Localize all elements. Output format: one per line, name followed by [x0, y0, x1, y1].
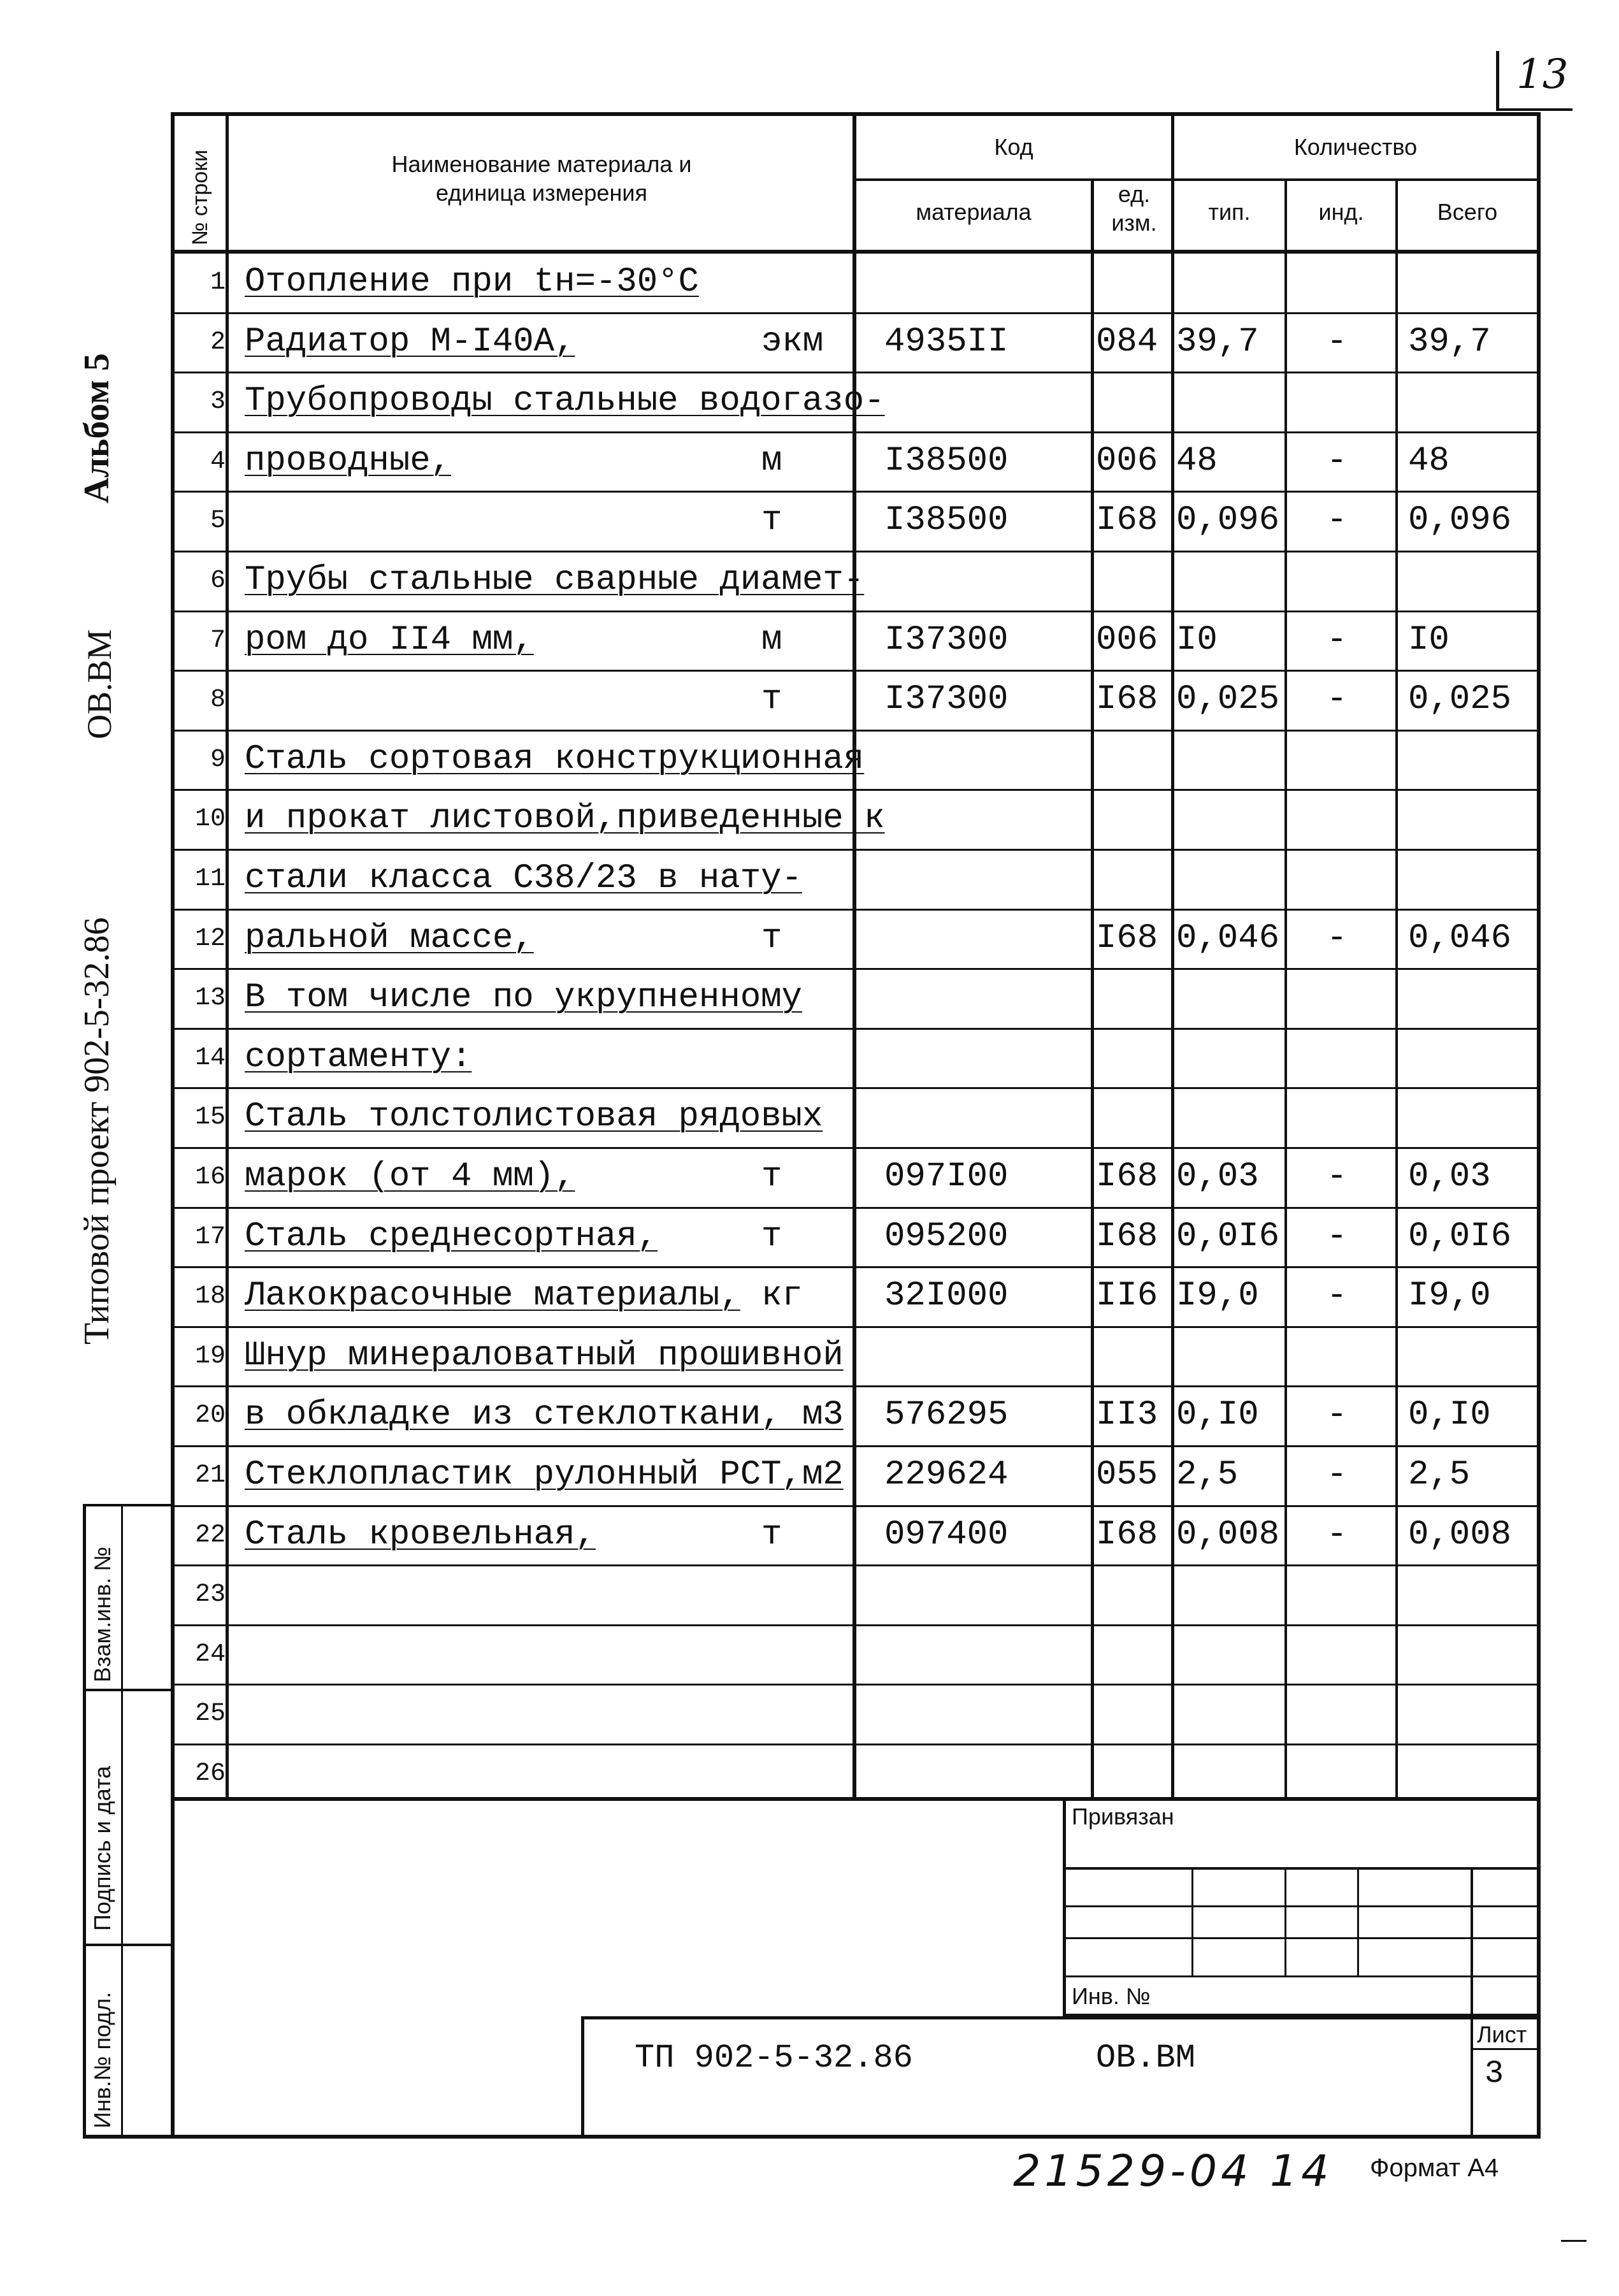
cell-name: стали класса С38/23 в нату-: [245, 859, 802, 898]
cell-ind: -: [1327, 322, 1348, 361]
row-divider: [171, 1385, 1541, 1387]
header-qty-total: Всего: [1437, 199, 1498, 225]
cell-name: Лакокрасочные материалы,: [245, 1276, 740, 1316]
cell-ind: -: [1327, 1515, 1348, 1554]
cell-tip: 0,025: [1176, 680, 1280, 719]
cell-ed: 055: [1096, 1455, 1158, 1494]
cell-n: 1: [210, 268, 226, 297]
cell-tip: 48: [1176, 441, 1218, 480]
cell-ed: 084: [1096, 322, 1158, 361]
cell-ind: -: [1327, 680, 1348, 719]
cell-n: 22: [194, 1520, 226, 1550]
cell-code: 097I00: [884, 1157, 1009, 1196]
cell-n: 14: [194, 1043, 226, 1072]
header-kod-unit: ед. изм.: [1111, 181, 1157, 236]
cell-tip: I9,0: [1176, 1276, 1259, 1316]
cell-n: 18: [194, 1282, 226, 1311]
cell-code: I38500: [884, 441, 1009, 480]
row-divider: [171, 1207, 1541, 1209]
footer-format: Формат А4: [1370, 2154, 1499, 2182]
cell-unit: т: [761, 680, 782, 719]
header-qty: Количество: [1293, 134, 1418, 160]
cell-name: сортаменту:: [245, 1037, 472, 1077]
cell-n: 10: [194, 805, 226, 834]
cell-n: 9: [210, 745, 226, 774]
cell-unit: т: [761, 1515, 782, 1554]
cell-name: ром до II4 мм,: [245, 620, 534, 660]
cell-unit: м: [761, 441, 782, 480]
cell-tip: 39,7: [1176, 322, 1259, 361]
cell-ed: I68: [1096, 1217, 1158, 1256]
cell-name: В том числе по укрупненному: [245, 978, 802, 1018]
cell-unit: т: [761, 918, 782, 958]
cell-total: 0,0I6: [1408, 1217, 1512, 1256]
cell-code: 095200: [884, 1217, 1009, 1256]
cell-name: Сталь кровельная,: [245, 1515, 596, 1554]
cell-n: 7: [210, 626, 226, 655]
cell-n: 8: [210, 686, 226, 715]
side-project: Типовой проект 902-5-32.86: [77, 917, 117, 1345]
row-divider: [171, 1505, 1541, 1507]
row-divider: [171, 1266, 1541, 1268]
side-inv-podl: Инв.№ подл.: [89, 1991, 115, 2128]
cell-total: 0,I0: [1408, 1396, 1491, 1435]
cell-ind: -: [1327, 620, 1348, 660]
cell-total: I0: [1408, 620, 1450, 660]
cell-ind: -: [1327, 441, 1348, 480]
cell-code: 229624: [884, 1455, 1009, 1494]
cell-n: 2: [210, 328, 226, 357]
cell-n: 26: [194, 1759, 226, 1788]
cell-ind: -: [1327, 918, 1348, 958]
row-divider: [171, 1087, 1541, 1089]
cell-ed: I68: [1096, 1157, 1158, 1196]
cell-n: 19: [194, 1341, 226, 1371]
cell-name: Трубы стальные сварные диамет-: [245, 561, 865, 600]
cell-unit: м: [761, 620, 782, 660]
cell-tip: 2,5: [1176, 1455, 1239, 1494]
cell-tip: I0: [1176, 620, 1218, 660]
header-kod: Код: [994, 134, 1033, 160]
cell-unit: кг: [761, 1276, 803, 1316]
cell-n: 3: [210, 387, 226, 417]
row-divider: [171, 909, 1541, 911]
cell-total: 2,5: [1408, 1455, 1471, 1494]
row-divider: [171, 610, 1541, 612]
header-name: Наименование материала и единица измерения: [391, 151, 692, 206]
cell-n: 4: [210, 447, 226, 476]
cell-name: Стеклопластик рулонный РСТ,м2: [245, 1455, 844, 1494]
row-divider: [171, 1744, 1541, 1745]
cell-total: 39,7: [1408, 322, 1491, 361]
cell-name: ральной массе,: [245, 918, 534, 958]
cell-ind: -: [1327, 1455, 1348, 1494]
cell-ind: -: [1327, 1276, 1348, 1316]
cell-tip: 0,03: [1176, 1157, 1259, 1196]
cell-unit: т: [761, 501, 782, 540]
cell-unit: экм: [761, 322, 824, 361]
row-divider: [171, 730, 1541, 732]
cell-code: I37300: [884, 680, 1009, 719]
cell-ind: -: [1327, 1396, 1348, 1435]
header-qty-ind: инд.: [1318, 199, 1364, 225]
stamp-sheet-no: 3: [1485, 2056, 1504, 2092]
stamp-sheet-label: Лист: [1477, 2021, 1527, 2047]
stamp-doc-sub: ОВ.ВМ: [1096, 2039, 1196, 2077]
cell-ed: 006: [1096, 441, 1158, 480]
page-number: 13: [1516, 51, 1569, 98]
cell-ed: I68: [1096, 680, 1158, 719]
cell-n: 12: [194, 924, 226, 953]
cell-ind: -: [1327, 1157, 1348, 1196]
row-divider: [171, 1147, 1541, 1149]
cell-name: Сталь среднесортная,: [245, 1217, 658, 1256]
cell-n: 16: [194, 1163, 226, 1192]
cell-n: 5: [210, 507, 226, 536]
cell-unit: т: [761, 1157, 782, 1196]
cell-ind: -: [1327, 501, 1348, 540]
cell-total: 0,046: [1408, 918, 1512, 958]
row-divider: [171, 1028, 1541, 1030]
cell-total: 0,025: [1408, 680, 1512, 719]
cell-n: 15: [194, 1103, 226, 1132]
stamp-privyazan: Привязан: [1072, 1803, 1174, 1830]
cell-n: 17: [194, 1222, 226, 1252]
cell-name: и прокат листовой,приведенные к: [245, 799, 885, 839]
cell-tip: 0,0I6: [1176, 1217, 1280, 1256]
cell-tip: 0,I0: [1176, 1396, 1259, 1435]
stamp-doc-code: ТП 902-5-32.86: [635, 2039, 913, 2077]
cell-ed: I68: [1096, 1515, 1158, 1554]
cell-total: 0,03: [1408, 1157, 1491, 1196]
row-divider: [171, 312, 1541, 314]
row-divider: [171, 551, 1541, 552]
row-divider: [171, 431, 1541, 433]
cell-ind: -: [1327, 1217, 1348, 1256]
cell-name: Трубопроводы стальные водогазо-: [245, 382, 885, 421]
cell-name: Радиатор М-I40А,: [245, 322, 575, 361]
row-divider: [171, 789, 1541, 791]
cell-ed: II6: [1096, 1276, 1158, 1316]
cell-name: проводные,: [245, 441, 452, 480]
side-album: Альбом 5: [77, 353, 117, 503]
row-divider: [171, 1684, 1541, 1686]
side-vz-inv: Взам.инв. №: [89, 1546, 115, 1682]
row-divider: [171, 491, 1541, 493]
cell-n: 21: [194, 1461, 226, 1490]
row-divider: [171, 1624, 1541, 1626]
cell-ed: I68: [1096, 501, 1158, 540]
cell-tip: 0,008: [1176, 1515, 1280, 1554]
cell-n: 6: [210, 567, 226, 595]
footer-handwritten: 21529-04 14: [1013, 2146, 1333, 2197]
cell-n: 11: [194, 865, 226, 893]
row-divider: [171, 968, 1541, 970]
cell-name: Сталь сортовая конструкционная: [245, 739, 865, 779]
row-divider: [171, 670, 1541, 672]
cell-n: 25: [194, 1700, 226, 1729]
cell-code: I37300: [884, 620, 1009, 660]
header-row-no: № строки: [188, 149, 212, 245]
row-divider: [171, 372, 1541, 373]
cell-total: 0,096: [1408, 501, 1512, 540]
cell-n: 23: [194, 1580, 226, 1610]
cell-n: 13: [194, 984, 226, 1013]
cell-n: 24: [194, 1640, 226, 1669]
cell-total: 0,008: [1408, 1515, 1512, 1554]
cell-name: в обкладке из стеклоткани, м3: [245, 1396, 844, 1435]
row-divider: [171, 1445, 1541, 1447]
cell-tip: 0,046: [1176, 918, 1280, 958]
cell-name: Сталь толстолистовая рядовых: [245, 1097, 823, 1137]
cell-unit: т: [761, 1217, 782, 1256]
cell-ed: 006: [1096, 620, 1158, 660]
row-divider: [171, 1564, 1541, 1566]
cell-name: марок (от 4 мм),: [245, 1157, 575, 1196]
row-divider: [171, 1326, 1541, 1328]
side-code: ОВ.ВМ: [80, 629, 119, 739]
cell-code: 32I000: [884, 1276, 1009, 1316]
cell-code: 576295: [884, 1396, 1009, 1435]
side-podpis: Подпись и дата: [89, 1766, 115, 1931]
cell-ed: I68: [1096, 918, 1158, 958]
cell-code: 4935II: [884, 322, 1009, 361]
cell-total: 48: [1408, 441, 1450, 480]
cell-name: Шнур минераловатный прошивной: [245, 1336, 844, 1375]
row-divider: [171, 849, 1541, 851]
cell-n: 20: [194, 1401, 226, 1431]
cell-ed: II3: [1096, 1396, 1158, 1435]
header-kod-material: материала: [916, 199, 1032, 225]
cell-code: I38500: [884, 501, 1009, 540]
cell-total: I9,0: [1408, 1276, 1491, 1316]
stamp-inv-no: Инв. №: [1072, 1983, 1151, 2009]
cell-code: 097400: [884, 1515, 1009, 1554]
cell-tip: 0,096: [1176, 501, 1280, 540]
header-qty-tip: тип.: [1208, 199, 1251, 225]
cell-name: Отопление при tн=-30°C: [245, 263, 699, 301]
